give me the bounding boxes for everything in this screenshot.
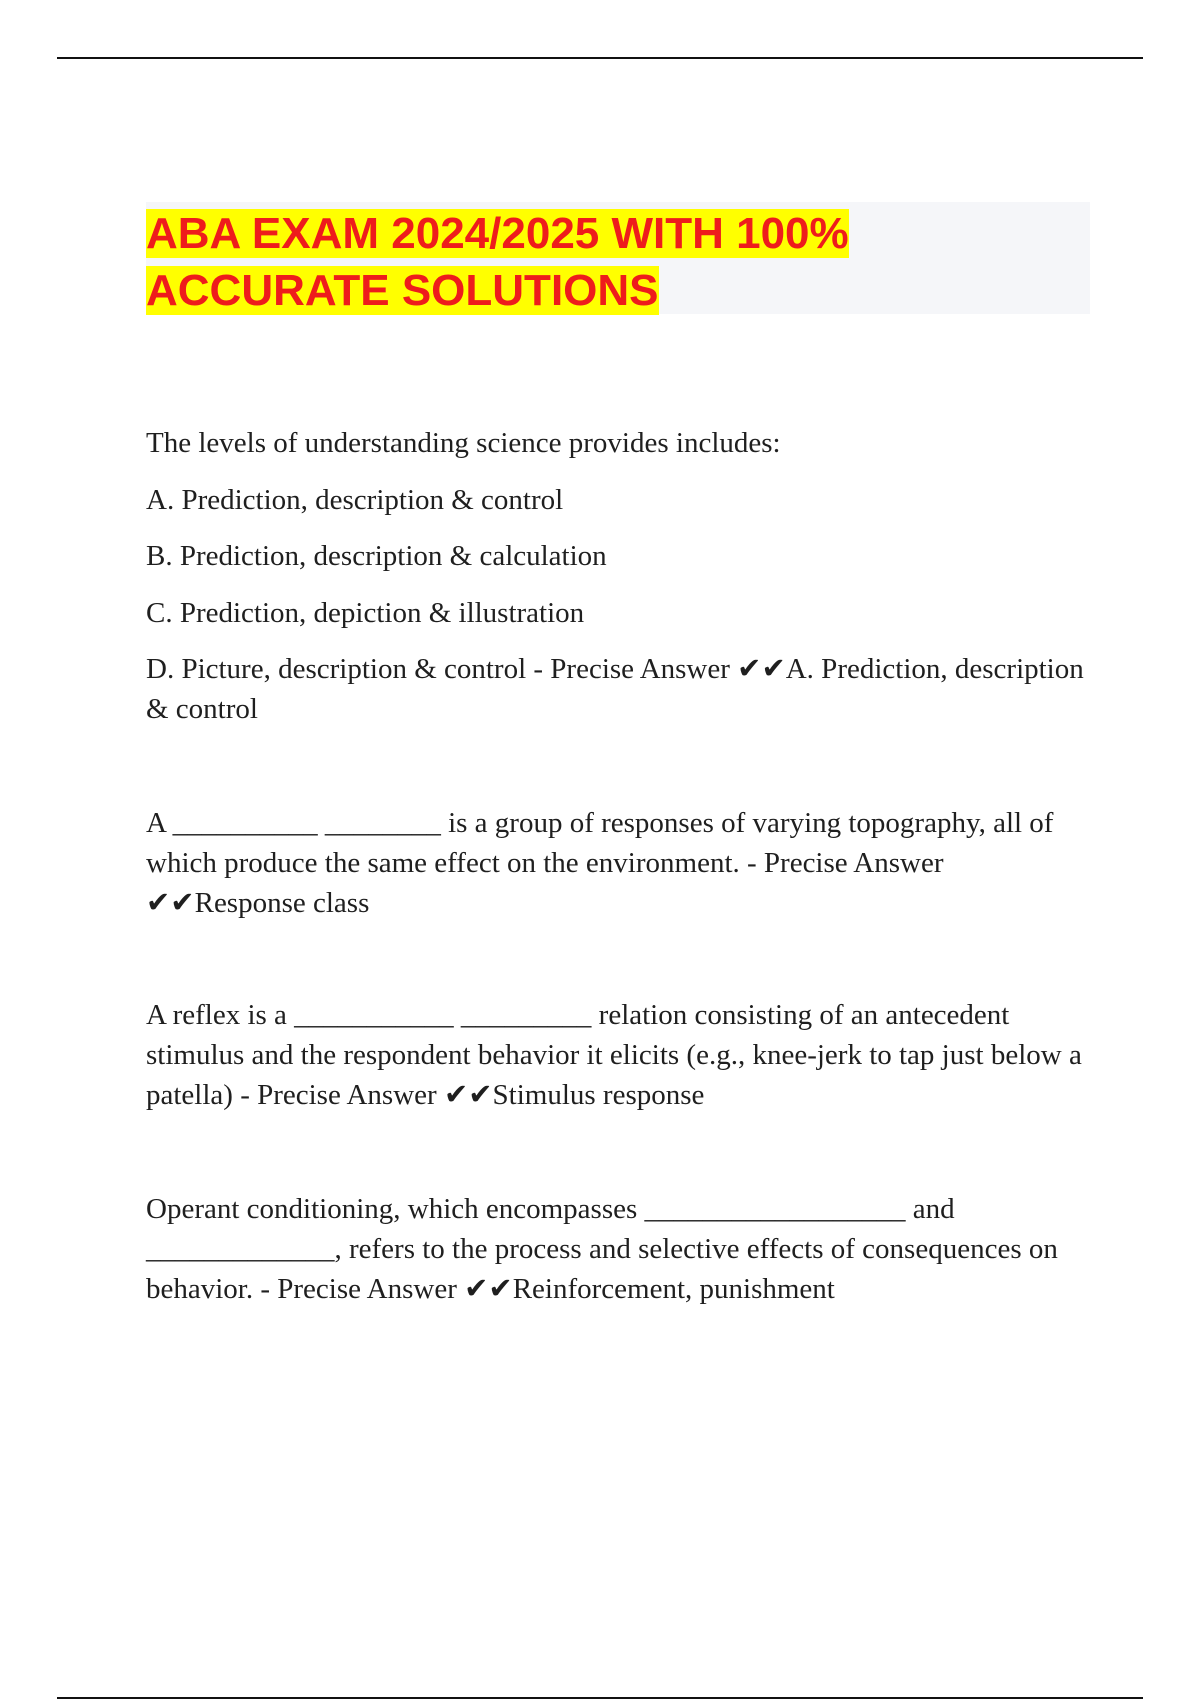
question-1-stem: The levels of understanding science provides includes: — [146, 427, 781, 459]
question-4: Operant conditioning, which encompasses __________________ and _____________, refers to the process and selective effects of consequences on behavior. - Precise Answer ✔✔Reinforcement, punishment — [146, 1193, 1058, 1305]
question-1-option-c: C. Prediction, depiction & illustration — [146, 597, 585, 629]
question-3: A reflex is a ___________ _________ relation consisting of an antecedent stimulus and the respondent behavior it elicits (e.g., knee-jerk to tap just below a patella) - Precise Answer ✔✔Stimulus response — [146, 999, 1082, 1111]
question-1-option-b: B. Prediction, description & calculation — [146, 540, 607, 572]
title-highlight: ABA EXAM 2024/2025 WITH 100% ACCURATE SOLUTIONS — [146, 209, 849, 315]
question-2: A __________ ________ is a group of responses of varying topography, all of which produce the same effect on the environment. - Precise Answer ✔✔Response class — [146, 807, 1054, 919]
footer-rule — [57, 1697, 1143, 1699]
document-title — [146, 205, 1090, 319]
question-1-option-a: A. Prediction, description & control — [146, 484, 564, 516]
header-rule — [57, 57, 1143, 59]
question-1-option-d: D. Picture, description & control - Precise Answer ✔✔A. Prediction, description & control — [146, 653, 1084, 725]
